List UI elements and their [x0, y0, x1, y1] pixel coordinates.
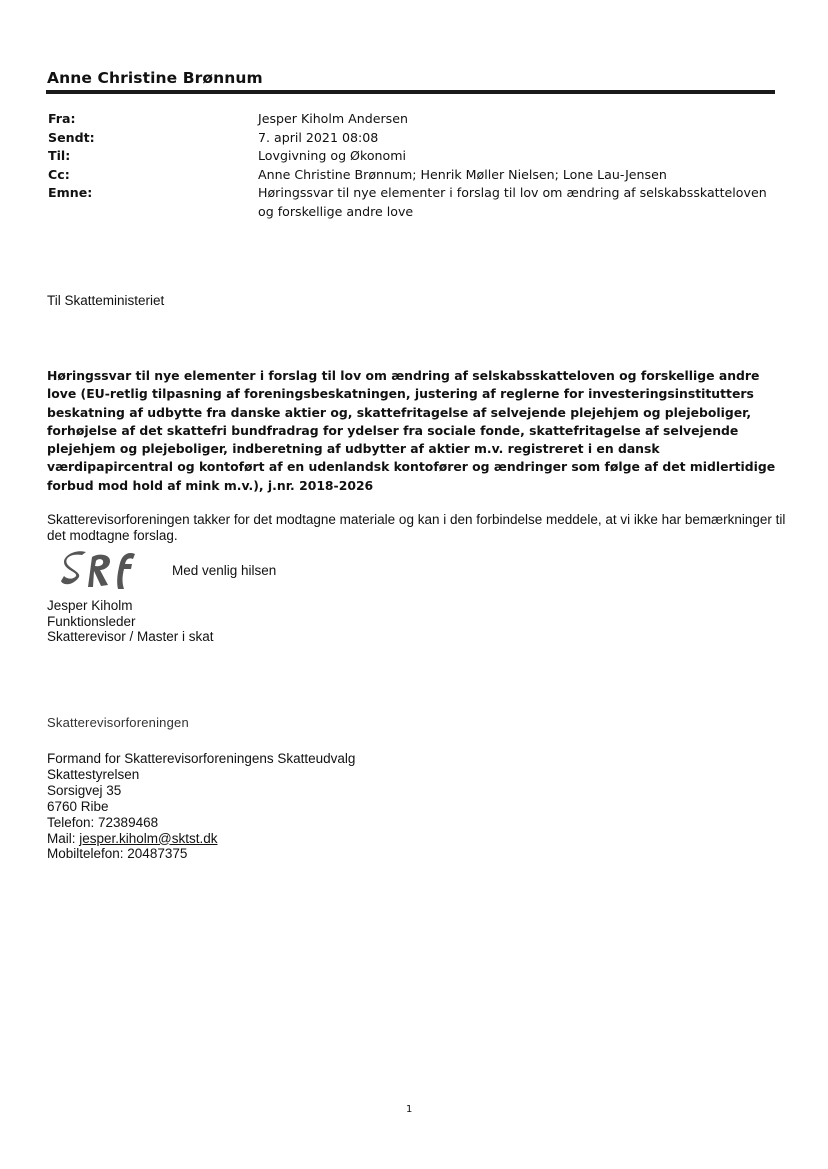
- contact-block: [47, 751, 355, 862]
- meta-row-sent: [48, 129, 778, 148]
- meta-label: Emne:: [48, 185, 93, 200]
- contact-line: Telefon: 72389468: [47, 814, 159, 830]
- meta-value-cc: Anne Christine Brønnum; Henrik Møller Nielsen; Lone Lau-Jensen: [258, 166, 667, 182]
- meta-label: Cc:: [48, 166, 70, 182]
- srf-logo: [58, 549, 138, 591]
- signature-name: Jesper Kiholm: [47, 598, 133, 613]
- signature-title: Funktionsleder: [47, 613, 136, 629]
- contact-line: 6760 Ribe: [47, 798, 109, 814]
- letter-salutation: Til Skatteministeriet: [47, 293, 165, 308]
- closing-greeting: Med venlig hilsen: [172, 563, 277, 578]
- meta-value-subject: Høringssvar til nye elementer i forslag til lov om ændring af selskabsskatteloven og forskellige andre love: [258, 185, 767, 219]
- meta-label: Sendt:: [48, 129, 95, 145]
- meta-value-to: Lovgivning og Økonomi: [258, 148, 406, 163]
- email-link[interactable]: jesper.kiholm@sktst.dk: [79, 830, 218, 846]
- meta-value-from: Jesper Kiholm Andersen: [258, 111, 408, 126]
- signature-block: [47, 598, 214, 645]
- meta-row-to: [48, 147, 778, 166]
- contact-line: Formand for Skatterevisorforeningens Skatteudvalg: [47, 751, 356, 766]
- signature-role: Skatterevisor / Master i skat: [47, 629, 214, 645]
- meta-row-from: [48, 110, 778, 129]
- meta-row-cc: [48, 166, 778, 185]
- contact-mobile: Mobiltelefon: 20487375: [47, 846, 188, 862]
- meta-label: Til:: [48, 148, 71, 163]
- mail-label: Mail:: [47, 830, 80, 846]
- meta-value-sent: 7. april 2021 08:08: [258, 129, 379, 145]
- organization-name: Skatterevisorforeningen: [47, 715, 189, 730]
- contact-line: Sorsigvej 35: [47, 782, 122, 798]
- email-metadata: [48, 110, 778, 221]
- page-number: 1: [406, 1104, 413, 1115]
- contact-mail-line: [47, 831, 355, 847]
- meta-label: Fra:: [48, 111, 76, 126]
- meta-row-subject: [48, 184, 778, 221]
- letter-body: Skatterevisorforeningen takker for det modtagne materiale og kan i den forbindelse meddele, at vi ikke har bemærkninger til det modtagne forslag.: [47, 512, 786, 543]
- header-divider: [46, 90, 775, 94]
- page-title: Anne Christine Brønnum: [47, 69, 263, 87]
- contact-line: Skattestyrelsen: [47, 766, 140, 782]
- letter-subject: Høringssvar til nye elementer i forslag til lov om ændring af selskabsskatteloven og forskellige andre love (EU-retlig tilpasning af foreningsbeskatningen, justering af reglerne for investeringsinstitutters beskatning af udbytte fra danske aktier og, skattefritagelse af selvejende plejehjem og plejeboliger, forhøjelse af det skattefri bundfradrag for ydelser fra sociale fonde, skattefritagelse af selvejende plejehjem og plejeboliger, indberetning af udbytter af aktier m.v. registreret i en dansk værdipapircentral og kontoført af en udenlandsk kontofører og ændringer som følge af det midlertidige forbud mod hold af mink m.v.), j.nr. 2018-2026: [47, 368, 776, 493]
